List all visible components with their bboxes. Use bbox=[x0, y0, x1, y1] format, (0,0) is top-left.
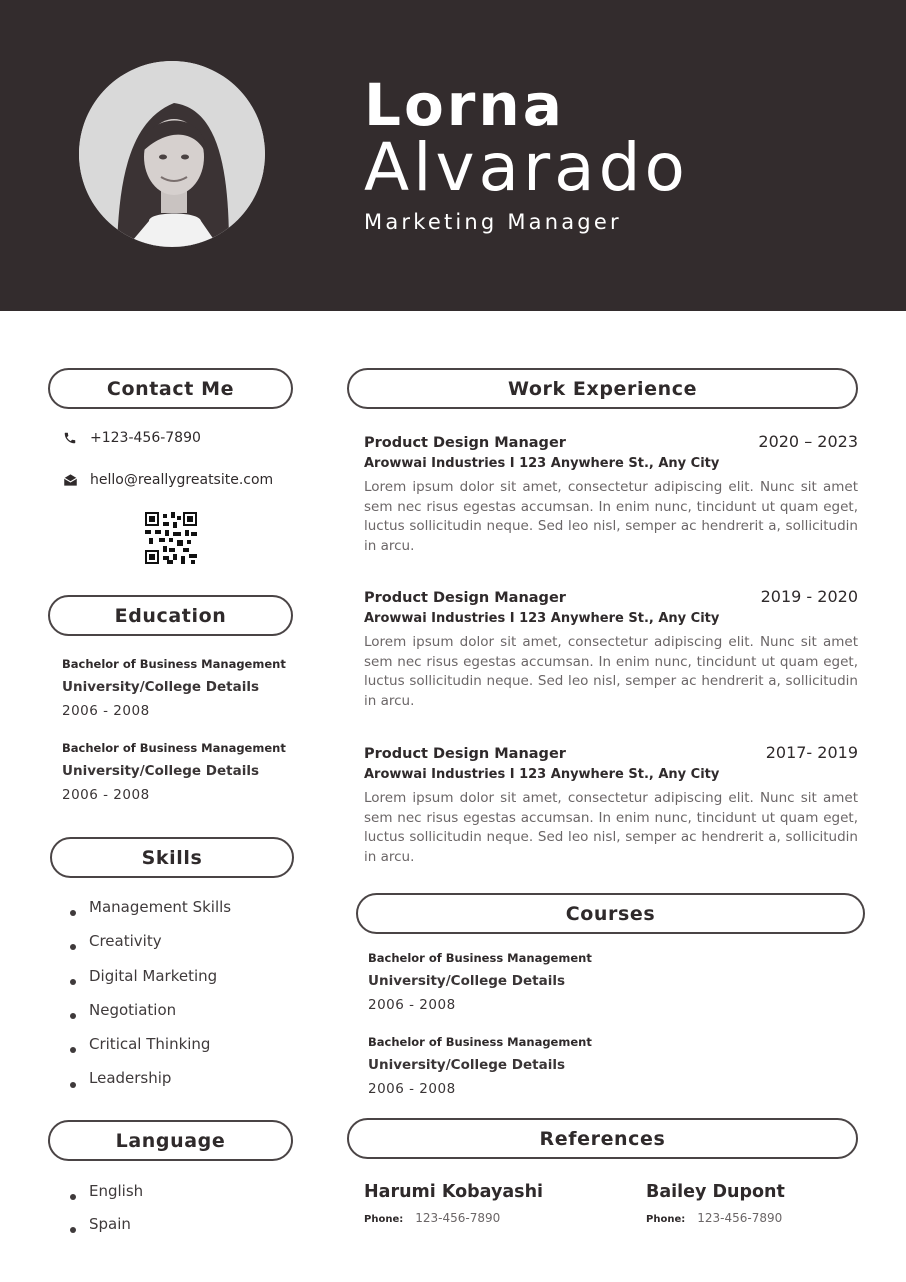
job-description: Lorem ipsum dolor sit amet, consectetur adipiscing elit. Nunc sit amet sem nec risus egestas accumsan. In enim nunc, tincidunt ut quam eget, luctus sollicitudin neque. Sed leo nisl, semper ac hendrerit a, sollicitudin in arcu. bbox=[364, 479, 858, 554]
education-degree: Bachelor of Business Management bbox=[62, 657, 286, 671]
references-heading: References bbox=[347, 1118, 858, 1159]
skill-item: Negotiation bbox=[70, 999, 231, 1033]
skill-item: Management Skills bbox=[70, 896, 231, 930]
language-heading: Language bbox=[48, 1120, 293, 1161]
first-name: Lorna bbox=[364, 71, 565, 139]
language-item: English bbox=[70, 1180, 143, 1213]
job-dates: 2019 - 2020 bbox=[760, 587, 858, 606]
skills-heading: Skills bbox=[50, 837, 294, 878]
contact-email-row bbox=[62, 472, 273, 488]
job-dates: 2020 – 2023 bbox=[758, 432, 858, 451]
reference-phone[interactable]: 123-456-7890 bbox=[415, 1211, 501, 1225]
reference-name: Harumi Kobayashi bbox=[364, 1182, 544, 1202]
contact-email[interactable]: hello@reallygreatsite.com bbox=[90, 472, 274, 488]
reference-entry bbox=[646, 1182, 785, 1225]
job-company: Arowwai Industries I 123 Anywhere St., Any City bbox=[364, 456, 720, 471]
reference-phone-label: Phone: bbox=[364, 1214, 404, 1225]
education-institution: University/College Details bbox=[62, 679, 259, 695]
course-entry bbox=[368, 950, 592, 1014]
skill-item: Leadership bbox=[70, 1067, 231, 1101]
job-description: Lorem ipsum dolor sit amet, consectetur adipiscing elit. Nunc sit amet sem nec risus egestas accumsan. In enim nunc, tincidunt ut quam eget, luctus sollicitudin neque. Sed leo nisl, semper ac hendrerit a, sollicitudin in arcu. bbox=[364, 790, 858, 865]
work-entry bbox=[364, 743, 858, 867]
contact-phone-row bbox=[62, 430, 201, 446]
course-institution: University/College Details bbox=[368, 973, 565, 989]
education-heading: Education bbox=[48, 595, 293, 636]
education-years: 2006 - 2008 bbox=[62, 787, 150, 803]
course-degree: Bachelor of Business Management bbox=[368, 951, 592, 965]
resume-header bbox=[0, 0, 906, 311]
reference-phone-label: Phone: bbox=[646, 1214, 686, 1225]
reference-entry bbox=[364, 1182, 543, 1225]
education-degree: Bachelor of Business Management bbox=[62, 741, 286, 755]
skills-list bbox=[70, 896, 231, 1102]
reference-phone-row bbox=[364, 1211, 543, 1225]
job-role: Product Design Manager bbox=[364, 435, 566, 451]
job-title: Marketing Manager bbox=[364, 210, 622, 234]
skill-item: Critical Thinking bbox=[70, 1033, 231, 1067]
language-list bbox=[70, 1180, 143, 1246]
job-description: Lorem ipsum dolor sit amet, consectetur adipiscing elit. Nunc sit amet sem nec risus egestas accumsan. In enim nunc, tincidunt ut quam eget, luctus sollicitudin neque. Sed leo nisl, semper ac hendrerit a, sollicitudin in arcu. bbox=[364, 634, 858, 709]
education-years: 2006 - 2008 bbox=[62, 703, 150, 719]
qr-code-icon bbox=[145, 512, 197, 564]
reference-phone-row bbox=[646, 1211, 785, 1225]
job-role: Product Design Manager bbox=[364, 746, 566, 762]
contact-heading: Contact Me bbox=[48, 368, 293, 409]
phone-icon bbox=[62, 430, 78, 446]
job-company: Arowwai Industries I 123 Anywhere St., Any City bbox=[364, 767, 720, 782]
reference-name: Bailey Dupont bbox=[646, 1182, 785, 1202]
skill-item: Creativity bbox=[70, 930, 231, 964]
job-company: Arowwai Industries I 123 Anywhere St., Any City bbox=[364, 611, 720, 626]
courses-heading: Courses bbox=[356, 893, 865, 934]
course-years: 2006 - 2008 bbox=[368, 1081, 456, 1097]
language-item: Spain bbox=[70, 1213, 143, 1246]
last-name: Alvarado bbox=[364, 129, 689, 206]
work-experience-heading: Work Experience bbox=[347, 368, 858, 409]
education-institution: University/College Details bbox=[62, 763, 259, 779]
reference-phone[interactable]: 123-456-7890 bbox=[697, 1211, 783, 1225]
job-role: Product Design Manager bbox=[364, 590, 566, 606]
course-institution: University/College Details bbox=[368, 1057, 565, 1073]
contact-phone[interactable]: +123-456-7890 bbox=[90, 430, 201, 446]
education-entry bbox=[62, 656, 286, 720]
course-years: 2006 - 2008 bbox=[368, 997, 456, 1013]
education-entry bbox=[62, 740, 286, 804]
skill-item: Digital Marketing bbox=[70, 965, 231, 999]
course-entry bbox=[368, 1034, 592, 1098]
job-dates: 2017- 2019 bbox=[765, 743, 858, 762]
profile-photo bbox=[79, 61, 265, 247]
work-entry bbox=[364, 587, 858, 711]
envelope-icon bbox=[62, 472, 78, 488]
work-entry bbox=[364, 432, 858, 556]
course-degree: Bachelor of Business Management bbox=[368, 1035, 592, 1049]
